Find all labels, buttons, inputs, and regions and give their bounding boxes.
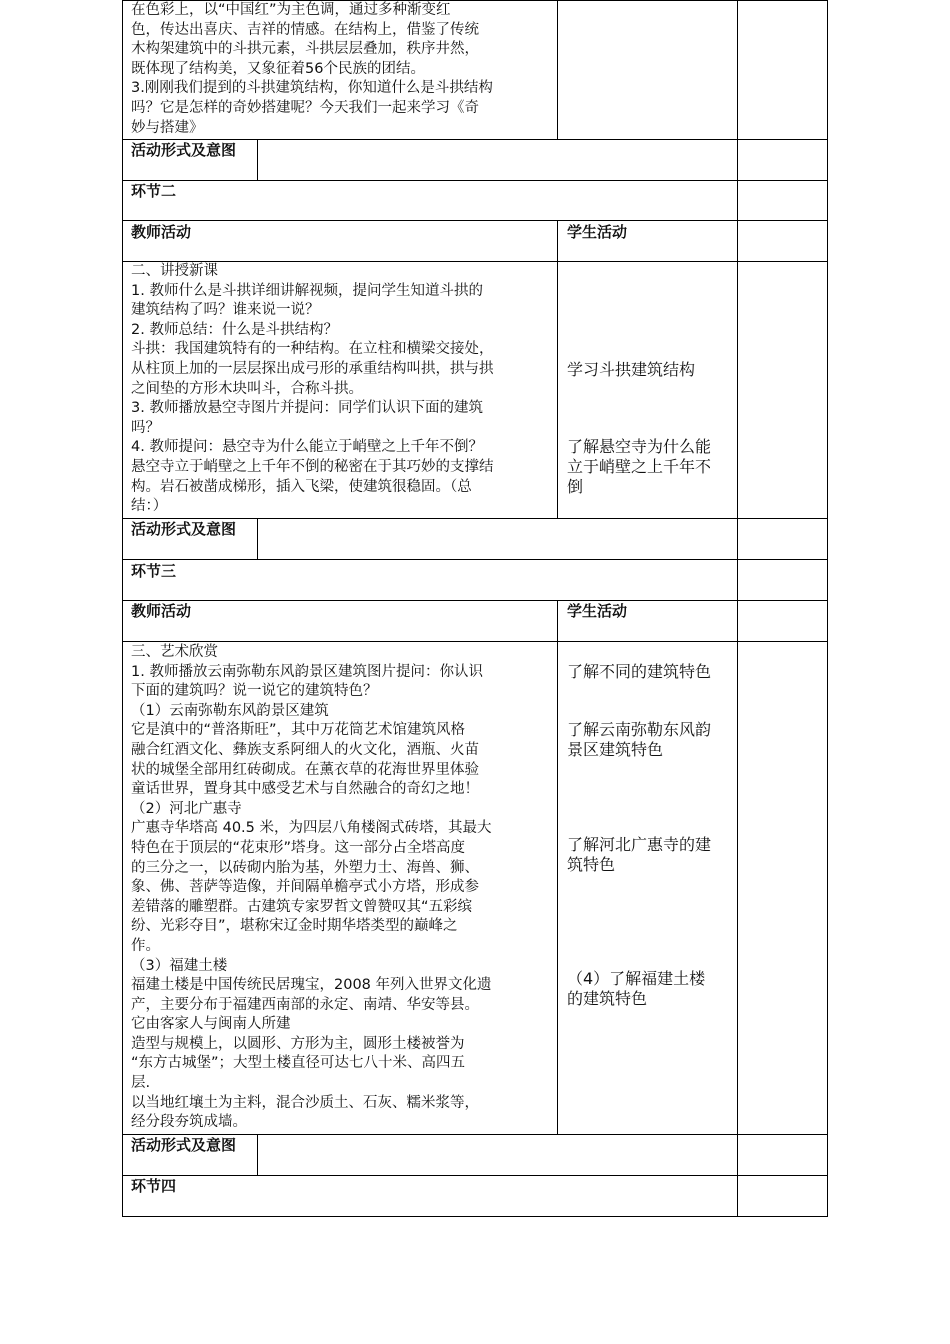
text-line: 它是滇中的“普洛斯旺”，其中万花筒艺术馆建筑风格 — [131, 722, 466, 739]
text-line: 状的城堡全部用红砖砌成。在薰衣草的花海世界里体验 — [131, 761, 479, 778]
intro-text — [131, 1, 493, 138]
text-line: 产，主要分布于福建西南部的永定、南靖、华安等县。 — [131, 996, 479, 1013]
text-line: 筑特色 — [567, 855, 616, 874]
row-divider — [122, 518, 828, 519]
text-line: 建筑结构了吗？谁来说一说？ — [131, 302, 320, 319]
text-line: 在色彩上，以“中国红”为主色调，通过多种渐变红 — [131, 2, 451, 18]
text-line: 妙与搭建》 — [131, 119, 204, 136]
text-line: 了解悬空寺为什么能 — [567, 437, 712, 456]
text-line: 作。 — [131, 937, 160, 954]
text-line: 吗？ — [131, 419, 160, 436]
row-divider — [122, 600, 828, 601]
column-divider — [257, 518, 258, 560]
student-activity-text — [567, 437, 711, 497]
section-title: 环节二 — [131, 182, 177, 200]
text-line: 层. — [131, 1075, 151, 1092]
text-line: （2）河北广惠寺 — [131, 800, 242, 817]
text-line: 立于峭壁之上千年不 — [567, 457, 712, 476]
activity-form-label: 活动形式及意图 — [131, 1136, 237, 1154]
text-line: 结：） — [131, 498, 168, 515]
text-line: 特色在于顶层的“花束形”塔身。这一部分占全塔高度 — [131, 839, 466, 856]
text-line: 三、艺术欣赏 — [131, 644, 218, 660]
text-line: 差错落的雕塑群。古建筑专家罗哲文曾赞叹其“五彩缤 — [131, 898, 473, 915]
row-divider — [122, 1134, 828, 1135]
text-line: 童话世界，置身其中感受艺术与自然融合的奇幻之地！ — [131, 781, 479, 798]
text-line: （3）福建土楼 — [131, 957, 228, 974]
row-divider — [122, 641, 828, 642]
text-line: 景区建筑特色 — [567, 740, 664, 759]
teacher-activity-text — [131, 643, 492, 1133]
text-line: 经分段夯筑成墙。 — [131, 1114, 247, 1131]
table-border-bottom — [122, 1216, 828, 1217]
student-activity-text: 学习斗拱建筑结构 — [567, 360, 696, 379]
teacher-activity-header: 教师活动 — [131, 602, 192, 620]
text-line: 色，传达出喜庆、吉祥的情感。在结构上，借鉴了传统 — [131, 21, 479, 38]
teacher-activity-text — [131, 262, 494, 517]
student-activity-header: 学生活动 — [567, 223, 628, 241]
text-line: 的三分之一，以砖砌内胎为基，外塑力士、海兽、狮、 — [131, 859, 479, 876]
text-line: 3. 教师播放悬空寺图片并提问：同学们认识下面的建筑 — [131, 400, 483, 417]
section-title: 环节四 — [131, 1177, 177, 1195]
text-line: 造型与规模上，以圆形、方形为主，圆形土楼被誉为 — [131, 1035, 465, 1052]
text-line: 4. 教师提问：悬空寺为什么能立于峭壁之上千年不倒？ — [131, 439, 483, 456]
column-divider — [557, 0, 558, 140]
text-line: 3.刚刚我们提到的斗拱建筑结构，你知道什么是斗拱结构 — [131, 80, 493, 97]
row-divider — [122, 139, 828, 140]
text-line: 悬空寺立于峭壁之上千年不倒的秘密在于其巧妙的支撑结 — [131, 458, 494, 475]
text-line: 1. 教师什么是斗拱详细讲解视频，提问学生知道斗拱的 — [131, 282, 483, 299]
text-line: 纷、光彩夺目”，堪称宋辽金时期华塔类型的巅峰之 — [131, 918, 458, 935]
text-line: 广惠寺华塔高 40.5 米，为四层八角楼阁式砖塔，其最大 — [131, 820, 492, 837]
text-line: 1. 教师播放云南弥勒东风韵景区建筑图片提问：你认识 — [131, 663, 483, 680]
row-divider — [122, 559, 828, 560]
text-line: 下面的建筑吗？说一说它的建筑特色？ — [131, 683, 378, 700]
student-activity-text — [567, 720, 711, 760]
column-divider — [557, 600, 558, 1135]
teacher-activity-header: 教师活动 — [131, 223, 192, 241]
text-line: 它由客家人与闽南人所建 — [131, 1016, 291, 1033]
student-activity-header: 学生活动 — [567, 602, 628, 620]
text-line: 以当地红壤土为主料，混合沙质土、石灰、糯米浆等， — [131, 1094, 479, 1111]
column-divider — [737, 0, 738, 1217]
text-line: 二、讲授新课 — [131, 263, 218, 279]
text-line: （1）云南弥勒东风韵景区建筑 — [131, 702, 329, 719]
text-line: 构。岩石被凿成梯形，插入飞梁，使建筑很稳固。（总 — [131, 478, 472, 495]
text-line: 融合红酒文化、彝族支系阿细人的火文化，酒瓶、火苗 — [131, 741, 479, 758]
text-line: 吗？它是怎样的奇妙搭建呢？今天我们一起来学习《奇 — [131, 99, 479, 116]
text-line: 了解河北广惠寺的建 — [567, 835, 712, 854]
column-divider — [257, 1134, 258, 1176]
text-line: 既体现了结构美，又象征着56个民族的团结。 — [131, 60, 425, 77]
text-line: 象、佛、菩萨等造像，并间隔单檐亭式小方塔，形成参 — [131, 879, 479, 896]
text-line: 之间垫的方形木块叫斗，合称斗拱。 — [131, 380, 363, 397]
student-activity-text: 了解不同的建筑特色 — [567, 662, 712, 681]
student-activity-text — [567, 969, 705, 1009]
row-divider — [122, 180, 828, 181]
text-line: 斗拱：我国建筑特有的一种结构。在立柱和横梁交接处， — [131, 341, 494, 358]
text-line: 福建土楼是中国传统民居瑰宝，2008 年列入世界文化遗 — [131, 977, 492, 994]
text-line: 倒 — [567, 477, 584, 496]
text-line: 的建筑特色 — [567, 989, 648, 1008]
text-line: “东方古城堡”；大型土楼直径可达七八十米、高四五 — [131, 1055, 466, 1072]
table-border-right — [827, 0, 828, 1217]
table-border-left — [122, 0, 123, 1217]
student-activity-text — [567, 835, 711, 875]
activity-form-label: 活动形式及意图 — [131, 141, 237, 159]
column-divider — [257, 139, 258, 181]
row-divider — [122, 220, 828, 221]
text-line: 了解云南弥勒东风韵 — [567, 720, 712, 739]
row-divider — [122, 1175, 828, 1176]
text-line: 2. 教师总结：什么是斗拱结构？ — [131, 321, 338, 338]
text-line: 从柱顶上加的一层层探出成弓形的承重结构叫拱，拱与拱 — [131, 360, 494, 377]
text-line: 木构架建筑中的斗拱元素，斗拱层层叠加，秩序井然， — [131, 41, 479, 58]
text-line: （4）了解福建土楼 — [567, 969, 706, 988]
activity-form-label: 活动形式及意图 — [131, 520, 237, 538]
column-divider — [557, 220, 558, 519]
section-title: 环节三 — [131, 562, 177, 580]
